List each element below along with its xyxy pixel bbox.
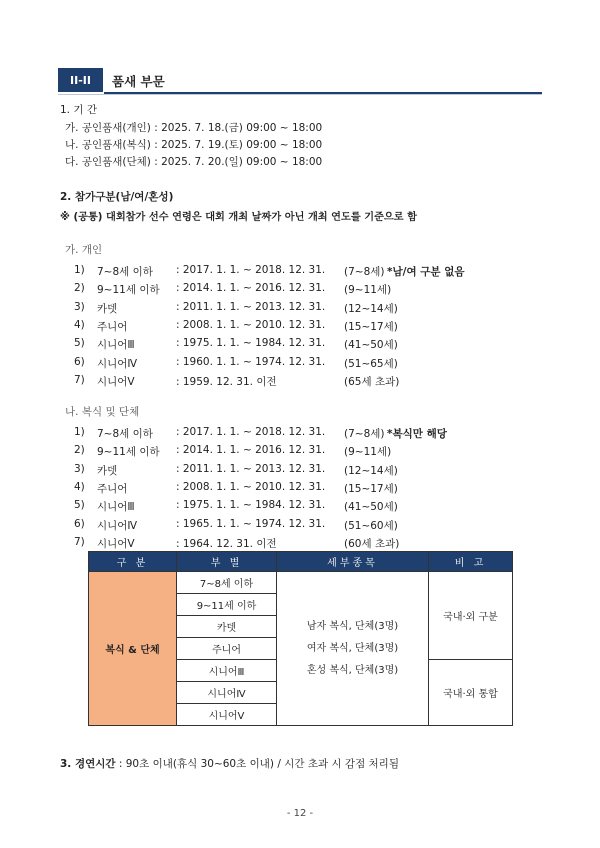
division-name: 시니어Ⅳ xyxy=(97,357,138,370)
age-range: (51~60세) xyxy=(344,519,398,532)
row-number: 1) xyxy=(74,264,85,276)
age-range: (9~11세) xyxy=(344,446,392,459)
participants-heading: 2. 참가구분(남/여/혼성) xyxy=(60,191,174,203)
birth-range: : 2008. 1. 1. ~ 2010. 12. 31. xyxy=(176,480,326,493)
age-range: (65세 초과) xyxy=(344,375,400,388)
table-header: 비 고 xyxy=(429,552,513,572)
age-range: (15~17세) xyxy=(344,482,398,495)
division-name: 7~8세 이하 xyxy=(97,428,153,440)
age-range: (7~8세) xyxy=(344,266,385,278)
division-cell: 7~8세 이하 xyxy=(177,572,277,594)
time-line xyxy=(60,756,399,771)
birth-range: : 1964. 12. 31. 이전 xyxy=(176,537,277,550)
age-range: (41~50세) xyxy=(344,501,398,514)
row-number: 1) xyxy=(74,426,85,438)
age-range: (12~14세) xyxy=(344,464,398,477)
team-title: 나. 복식 및 단체 xyxy=(65,406,140,418)
remark-cell: 국내·외 구분 xyxy=(429,572,513,660)
division-cell: 주니어 xyxy=(177,638,277,660)
row-note: *복식만 해당 xyxy=(387,428,447,440)
age-range: (15~17세) xyxy=(344,320,398,333)
event-item: 여자 복식, 단체(3명) xyxy=(306,642,399,654)
table-header: 구 분 xyxy=(89,552,177,572)
time-label: 3. 경연시간 xyxy=(60,758,116,770)
birth-range: : 1975. 1. 1. ~ 1984. 12. 31. xyxy=(176,499,326,512)
division-cell: 시니어Ⅲ xyxy=(177,660,277,682)
birth-range: : 1965. 1. 1. ~ 1974. 12. 31. xyxy=(176,517,326,530)
birth-range: : 2008. 1. 1. ~ 2010. 12. 31. xyxy=(176,318,326,331)
row-number: 3) xyxy=(74,462,85,475)
period-heading: 1. 기 간 xyxy=(60,104,97,116)
individual-title: 가. 개인 xyxy=(65,244,103,256)
row-number: 6) xyxy=(74,517,85,530)
age-range: (41~50세) xyxy=(344,339,398,352)
time-text: : 90초 이내(휴식 30~60초 이내) / 시간 초과 시 감점 처리됨 xyxy=(118,758,399,770)
category-table xyxy=(88,551,513,726)
age-range: (12~14세) xyxy=(344,302,398,315)
division-name: 9~11세 이하 xyxy=(97,446,160,459)
division-cell: 시니어Ⅴ xyxy=(177,704,277,726)
birth-range: : 2014. 1. 1. ~ 2016. 12. 31. xyxy=(176,282,326,295)
table-header: 부 별 xyxy=(177,552,277,572)
division-name: 시니어Ⅴ xyxy=(97,375,135,388)
section-badge: II-II xyxy=(58,68,103,92)
birth-range: : 2011. 1. 1. ~ 2013. 12. 31. xyxy=(176,300,326,313)
division-name: 카뎃 xyxy=(97,464,118,477)
division-name: 카뎃 xyxy=(97,302,118,315)
birth-range: : 1959. 12. 31. 이전 xyxy=(176,375,277,388)
period-item: 다. 공인품새(단체) : 2025. 7. 20.(일) 09:00 ~ 18:00 xyxy=(65,156,323,168)
period-item: 나. 공인품새(복식) : 2025. 7. 19.(토) 09:00 ~ 18:00 xyxy=(65,139,323,151)
age-range: (7~8세) xyxy=(344,428,385,440)
division-name: 시니어Ⅴ xyxy=(97,537,135,550)
row-note: *남/여 구분 없음 xyxy=(387,266,465,278)
row-number: 4) xyxy=(74,480,85,493)
birth-range: : 1960. 1. 1. ~ 1974. 12. 31. xyxy=(176,355,326,368)
row-number: 7) xyxy=(74,535,85,548)
division-name: 주니어 xyxy=(97,482,128,495)
age-range: (9~11세) xyxy=(344,284,392,297)
row-number: 2) xyxy=(74,444,85,457)
division-name: 시니어Ⅲ xyxy=(97,501,135,514)
division-name: 시니어Ⅲ xyxy=(97,339,135,352)
page-number: - 12 - xyxy=(286,808,314,819)
row-number: 4) xyxy=(74,318,85,331)
row-number: 7) xyxy=(74,373,85,386)
row-number: 5) xyxy=(74,337,85,350)
row-number: 3) xyxy=(74,300,85,313)
event-item: 혼성 복식, 단체(3명) xyxy=(306,664,399,676)
age-range: (60세 초과) xyxy=(344,537,400,550)
birth-range: : 2011. 1. 1. ~ 2013. 12. 31. xyxy=(176,462,326,475)
division-name: 9~11세 이하 xyxy=(97,284,160,297)
division-name: 주니어 xyxy=(97,320,128,333)
division-cell: 카뎃 xyxy=(177,616,277,638)
division-cell: 시니어Ⅳ xyxy=(177,682,277,704)
division-name: 시니어Ⅳ xyxy=(97,519,138,532)
table-header: 세부종목 xyxy=(277,552,429,572)
age-range: (51~65세) xyxy=(344,357,398,370)
section-underline-thin xyxy=(58,94,542,95)
birth-range: : 1975. 1. 1. ~ 1984. 12. 31. xyxy=(176,337,326,350)
participants-note: ※ (공통) 대회참가 선수 연령은 대회 개최 날짜가 아닌 개최 연도를 기준으로 함 xyxy=(60,212,418,223)
birth-range: : 2017. 1. 1. ~ 2018. 12. 31. xyxy=(176,264,326,276)
period-item: 가. 공인품새(개인) : 2025. 7. 18.(금) 09:00 ~ 18:00 xyxy=(65,122,323,134)
category-cell: 복식 & 단체 xyxy=(89,572,177,726)
division-name: 7~8세 이하 xyxy=(97,266,153,278)
birth-range: : 2014. 1. 1. ~ 2016. 12. 31. xyxy=(176,444,326,457)
row-number: 2) xyxy=(74,282,85,295)
birth-range: : 2017. 1. 1. ~ 2018. 12. 31. xyxy=(176,426,326,438)
event-item: 남자 복식, 단체(3명) xyxy=(306,620,399,632)
row-number: 6) xyxy=(74,355,85,368)
row-number: 5) xyxy=(74,499,85,512)
section-title: 품새 부문 xyxy=(112,74,165,89)
remark-cell: 국내·외 통합 xyxy=(429,660,513,726)
events-cell xyxy=(277,572,429,726)
division-cell: 9~11세 이하 xyxy=(177,594,277,616)
